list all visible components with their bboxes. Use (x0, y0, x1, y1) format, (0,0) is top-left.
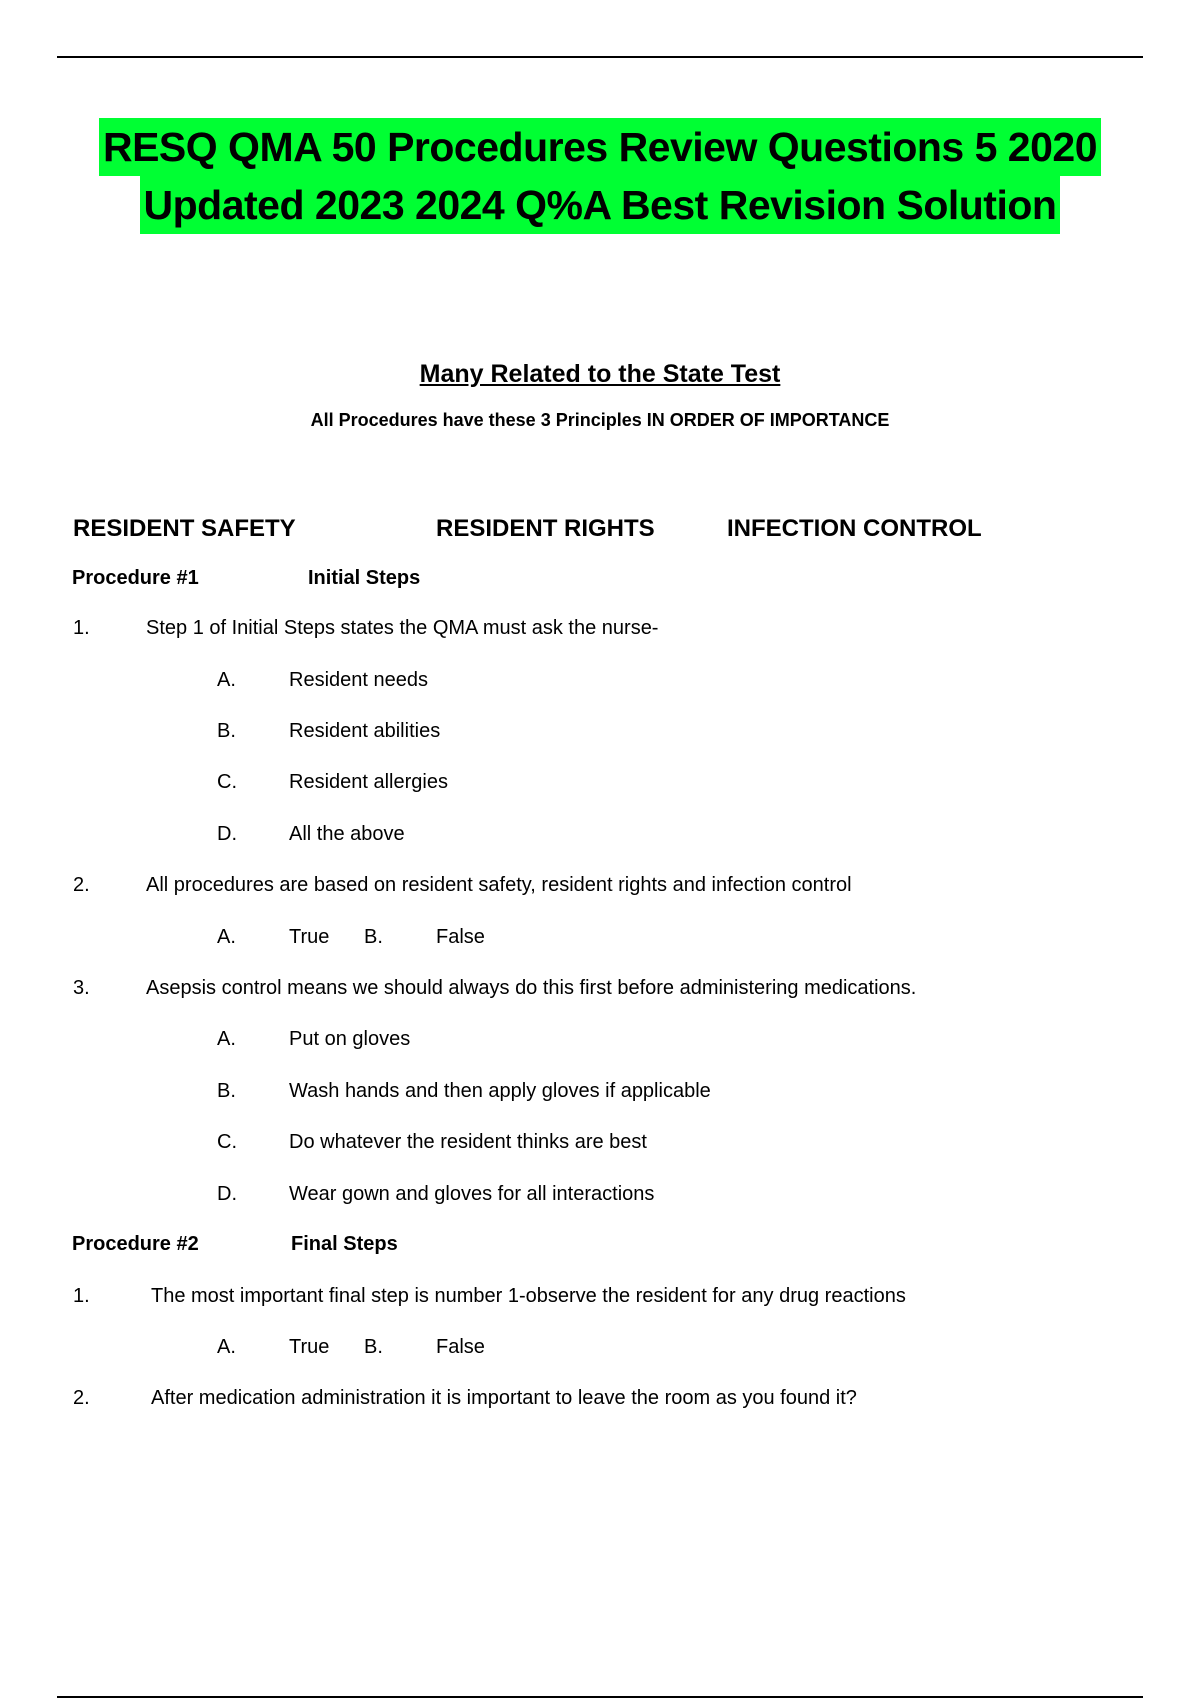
option-letter: C. (217, 1131, 237, 1153)
question-number: 1. (73, 617, 90, 639)
option-text: Wash hands and then apply gloves if applicable (289, 1080, 711, 1102)
question-text: Asepsis control means we should always do this first before administering medications. (146, 977, 917, 999)
question-text: Step 1 of Initial Steps states the QMA must ask the nurse- (146, 617, 659, 639)
option-text: False (436, 926, 485, 948)
question-text: The most important final step is number 1-observe the resident for any drug reactions (151, 1285, 906, 1307)
principle-resident-safety: RESIDENT SAFETY (73, 515, 296, 542)
option-letter: B. (217, 720, 236, 742)
question-number: 1. (73, 1285, 90, 1307)
question-text: After medication administration it is important to leave the room as you found it? (151, 1387, 857, 1409)
option-letter: D. (217, 1183, 237, 1205)
option-text: False (436, 1336, 485, 1358)
option-text: Resident needs (289, 669, 428, 691)
option-letter: B. (217, 1080, 236, 1102)
option-text: Put on gloves (289, 1028, 411, 1050)
question-number: 3. (73, 977, 90, 999)
principles-note: All Procedures have these 3 Principles IN ORDER OF IMPORTANCE (310, 410, 890, 430)
top-rule (57, 56, 1143, 58)
option-text: True (289, 926, 330, 948)
principle-infection-control: INFECTION CONTROL (727, 515, 982, 542)
option-letter: A. (217, 1336, 236, 1358)
subtitle: Many Related to the State Test (419, 360, 781, 388)
option-text: Do whatever the resident thinks are best (289, 1131, 647, 1153)
option-letter: B. (364, 1336, 383, 1358)
option-text: Resident allergies (289, 771, 448, 793)
title-line-1: RESQ QMA 50 Procedures Review Questions 5 2020 (99, 118, 1101, 176)
procedure-1-label: Procedure #1 (72, 567, 199, 589)
option-letter: C. (217, 771, 237, 793)
question-number: 2. (73, 874, 90, 896)
option-text: All the above (289, 823, 405, 845)
option-letter: A. (217, 926, 236, 948)
option-text: Resident abilities (289, 720, 441, 742)
principle-resident-rights: RESIDENT RIGHTS (436, 515, 655, 542)
option-letter: B. (364, 926, 383, 948)
bottom-rule (57, 1696, 1143, 1698)
question-number: 2. (73, 1387, 90, 1409)
option-letter: D. (217, 823, 237, 845)
procedure-2-name: Final Steps (291, 1233, 398, 1255)
option-text: Wear gown and gloves for all interactions (289, 1183, 655, 1205)
question-text: All procedures are based on resident safety, resident rights and infection control (146, 874, 852, 896)
procedure-2-label: Procedure #2 (72, 1233, 199, 1255)
procedure-1-name: Initial Steps (308, 567, 421, 589)
title-line-2: Updated 2023 2024 Q%A Best Revision Solution (140, 176, 1061, 234)
option-text: True (289, 1336, 330, 1358)
option-letter: A. (217, 669, 236, 691)
option-letter: A. (217, 1028, 236, 1050)
document-title (0, 118, 1200, 234)
